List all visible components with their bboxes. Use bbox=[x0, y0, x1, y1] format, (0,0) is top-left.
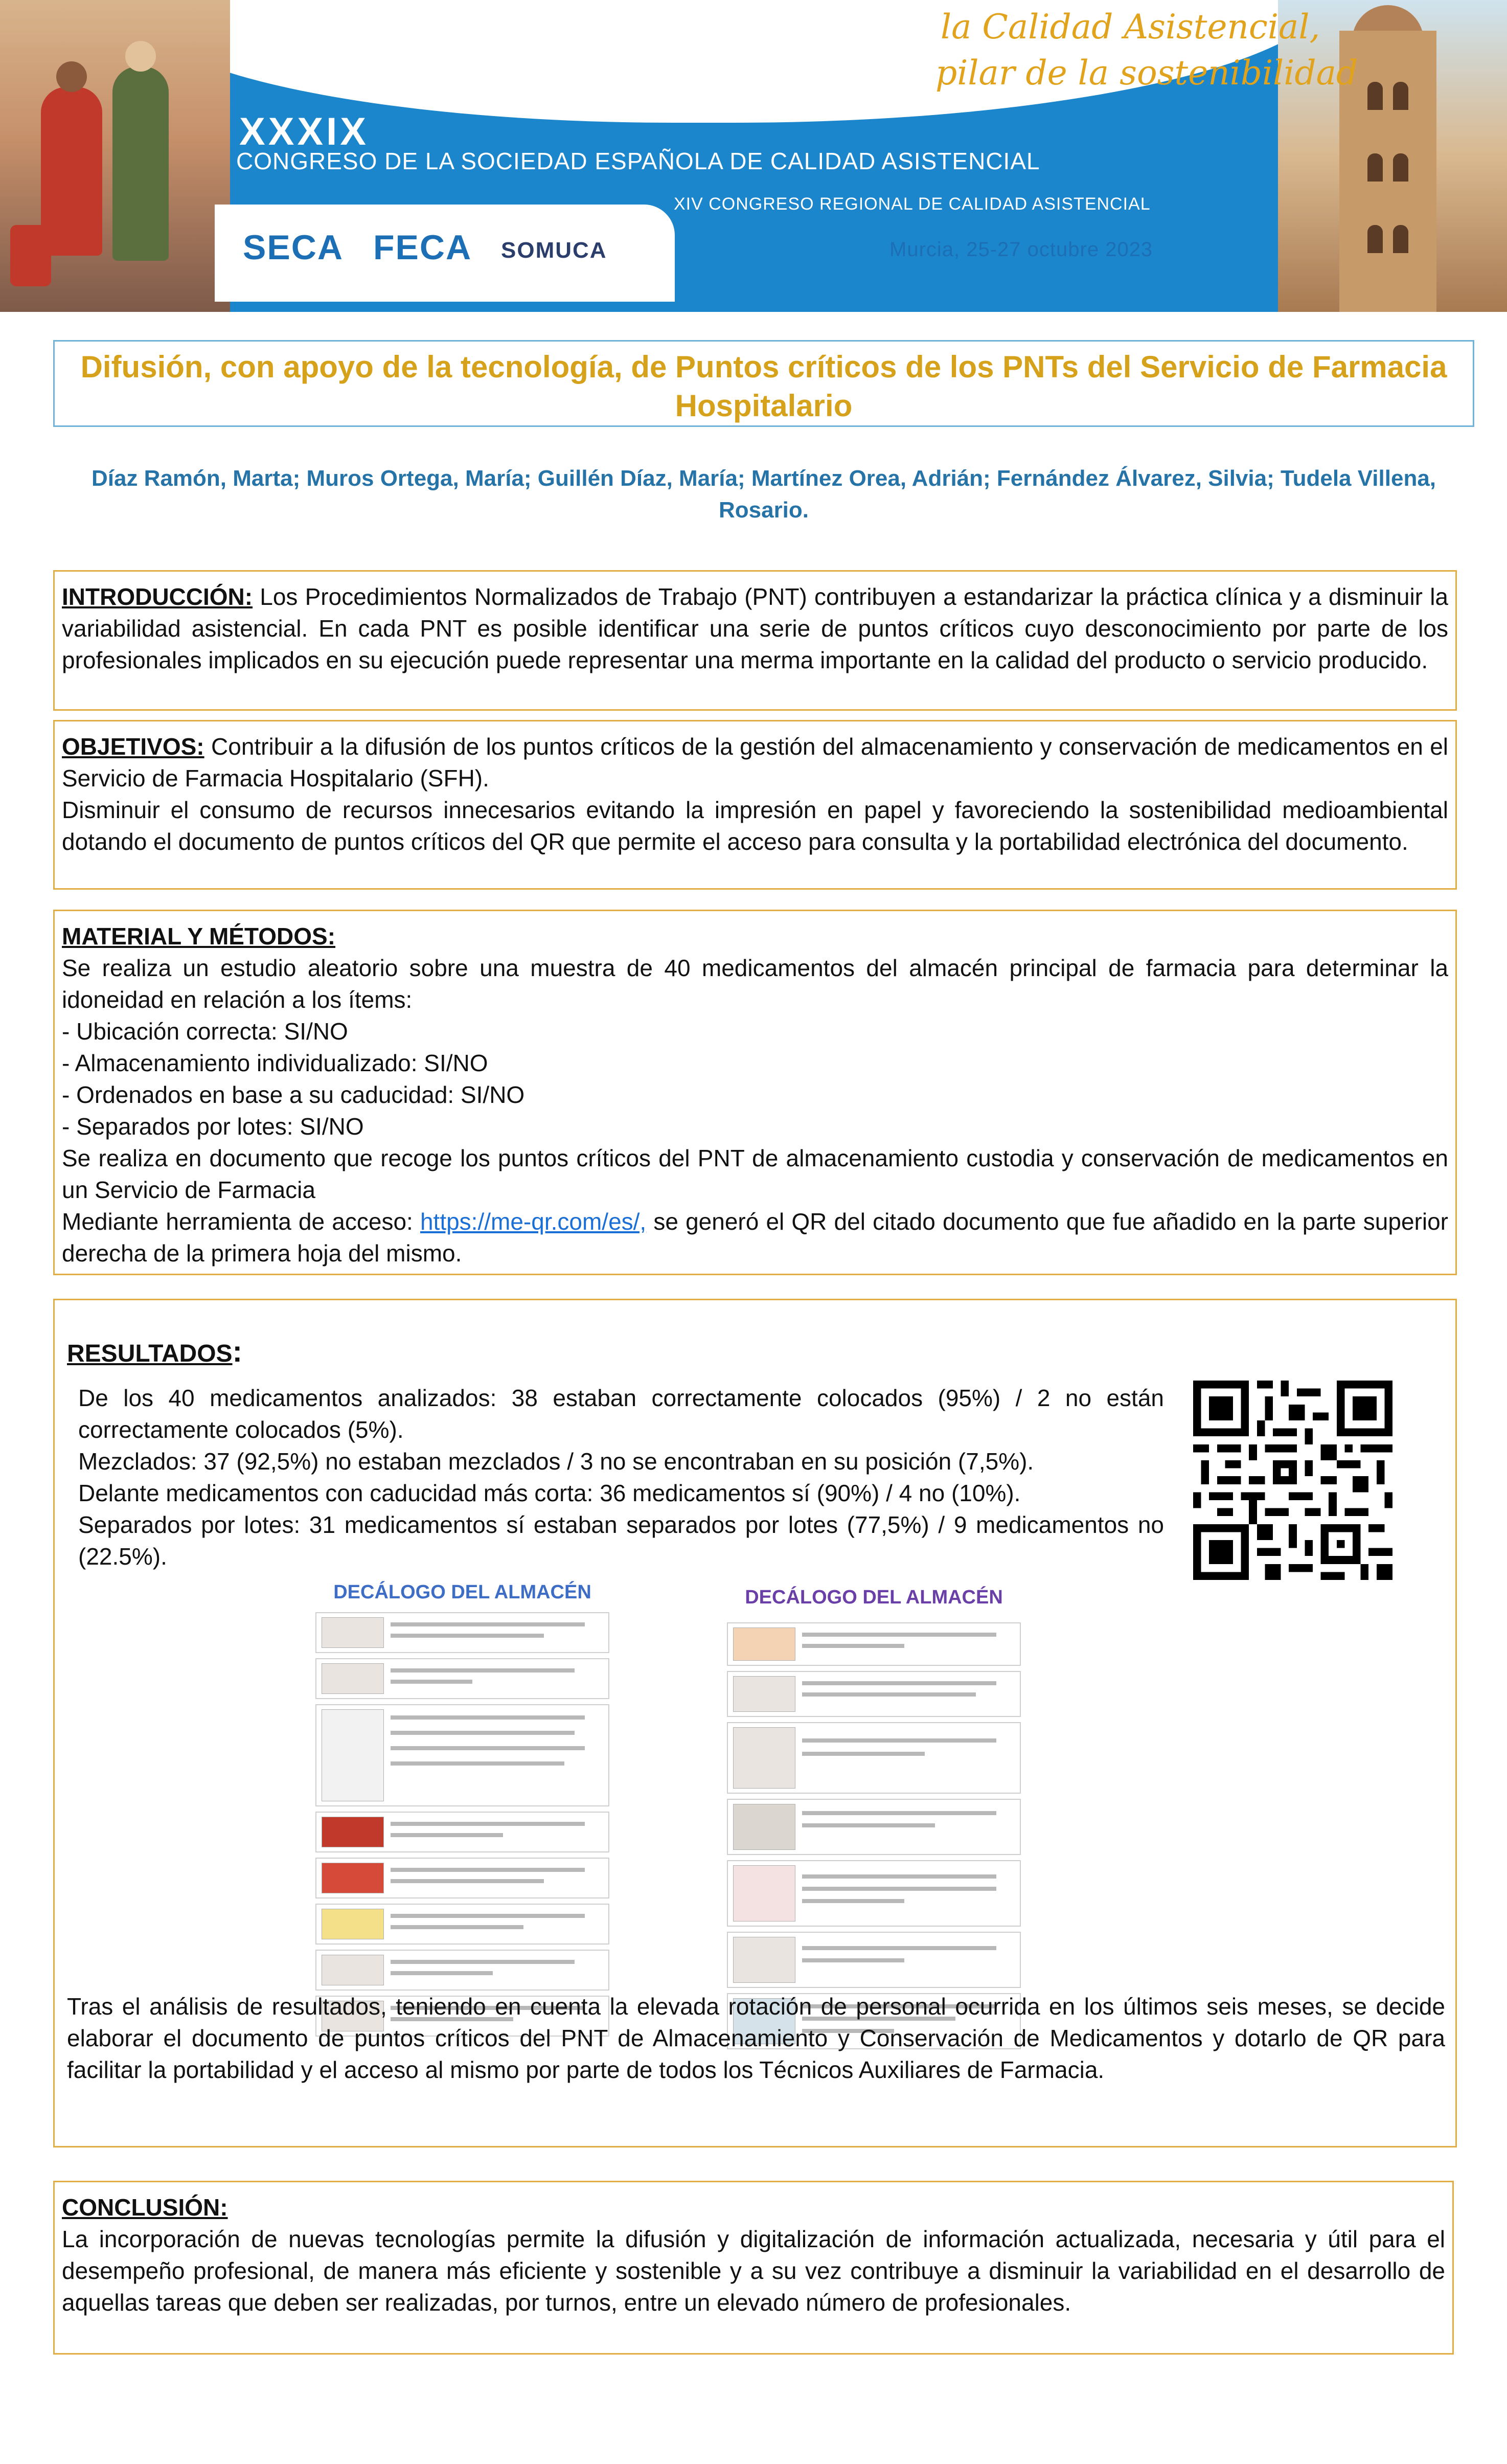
decalogo-item bbox=[315, 1858, 609, 1898]
item-thumb bbox=[733, 1676, 795, 1712]
suitcase-icon bbox=[10, 225, 51, 286]
methods-tool-prefix: Mediante herramienta de acceso: bbox=[62, 1208, 420, 1235]
item-text-line bbox=[391, 1761, 564, 1766]
decalogo-item bbox=[727, 1799, 1021, 1855]
congress-subtitle: XIV CONGRESO REGIONAL DE CALIDAD ASISTENCIAL bbox=[674, 194, 1151, 214]
item-text-line bbox=[802, 1633, 996, 1637]
item-thumb bbox=[322, 1909, 384, 1939]
item-text-line bbox=[391, 1634, 544, 1638]
methods-intro: Se realiza un estudio aleatorio sobre una muestra de 40 medicamentos del almacén principal de farmacia para determinar la idoneidad en relación a los ítems: bbox=[62, 955, 1448, 1013]
window-icon bbox=[1367, 82, 1383, 110]
item-text-line bbox=[802, 1738, 996, 1743]
item-thumb bbox=[733, 1627, 795, 1661]
section-methods bbox=[53, 910, 1457, 1275]
item-thumb bbox=[733, 1727, 795, 1789]
results-heading: RESULTADOS bbox=[67, 1340, 233, 1367]
decalogo-item bbox=[315, 1704, 609, 1806]
results-heading-wrap bbox=[67, 1336, 242, 1370]
person-head bbox=[125, 41, 156, 72]
item-thumb bbox=[733, 1865, 795, 1922]
decalogo-item bbox=[315, 1658, 609, 1699]
conclusion-text: La incorporación de nuevas tecnologías permite la difusión y digitalización de información actualizada, necesaria y útil para el desempeño profesional, de manera más eficiente y sostenible y a su vez contribuye a disminuir la variabilidad en el desarrollo de aquellas tareas que deben ser realizadas, por turnos, entre un elevado número de profesionales. bbox=[62, 2226, 1445, 2316]
item-text-line bbox=[802, 1681, 996, 1685]
slogan-line1: la Calidad Asistencial, bbox=[941, 7, 1320, 47]
item-text-line bbox=[391, 1715, 585, 1720]
item-text-line bbox=[391, 1914, 585, 1918]
window-icon bbox=[1393, 82, 1408, 110]
decalogo-item bbox=[727, 1622, 1021, 1666]
introduction-text: Los Procedimientos Normalizados de Trabajo (PNT) contribuyen a estandarizar la práctica clínica y a disminuir la variabilidad asistencial. En cada PNT es posible identificar una serie de puntos críticos cuyo desconocimiento por parte de los profesionales implicados en su ejecución puede representar una merma importante en la calidad del producto o servicio producido. bbox=[62, 583, 1448, 673]
congress-title: CONGRESO DE LA SOCIEDAD ESPAÑOLA DE CALIDAD ASISTENCIAL bbox=[236, 148, 1040, 174]
section-objectives bbox=[53, 720, 1457, 890]
item-thumb bbox=[322, 1663, 384, 1694]
item-text-line bbox=[802, 1823, 935, 1827]
person-figure bbox=[112, 66, 169, 261]
item-text-line bbox=[391, 1971, 493, 1975]
city-date: Murcia, 25-27 octubre 2023 bbox=[889, 238, 1153, 261]
results-line: Mezclados: 37 (92,5%) no estaban mezclados / 3 no se encontraban en su posición (7,5%). bbox=[78, 1448, 1034, 1475]
results-line: Separados por lotes: 31 medicamentos sí estaban separados por lotes (77,5%) / 9 medicamentos no (22.5%). bbox=[78, 1511, 1164, 1570]
decalogo-item bbox=[727, 1671, 1021, 1717]
logo-seca: SECA bbox=[243, 228, 344, 267]
objectives-text-1: Contribuir a la difusión de los puntos críticos de la gestión del almacenamiento y conservación de medicamentos en el Servicio de Farmacia Hospitalario (SFH). bbox=[62, 733, 1448, 792]
item-text-line bbox=[802, 1874, 996, 1879]
item-text-line bbox=[802, 1644, 904, 1648]
objectives-text-2: Disminuir el consumo de recursos innecesarios evitando la impresión en papel y favoreciendo la sostenibilidad medioambiental dotando el documento de puntos críticos del QR que permite el acceso para consulta y la portabilidad electrónica del documento. bbox=[62, 797, 1448, 855]
methods-item: - Separados por lotes: SI/NO bbox=[62, 1113, 364, 1140]
item-thumb bbox=[322, 1709, 384, 1801]
item-text-line bbox=[391, 1960, 575, 1964]
introduction-heading: INTRODUCCIÓN: bbox=[62, 583, 253, 610]
decalogo-item bbox=[315, 1612, 609, 1653]
item-thumb bbox=[322, 1817, 384, 1847]
results-text bbox=[78, 1382, 1164, 1572]
decalogo-item bbox=[315, 1950, 609, 1991]
slogan-line2: pilar de la sostenibilidad bbox=[935, 53, 1358, 93]
item-thumb bbox=[733, 1804, 795, 1850]
congress-number: XXXIX bbox=[239, 110, 369, 153]
decalogo-page-1 bbox=[315, 1576, 609, 2251]
objectives-heading: OBJETIVOS: bbox=[62, 733, 204, 760]
item-text-line bbox=[802, 1752, 925, 1756]
item-text-line bbox=[391, 1622, 585, 1626]
decalogo-item bbox=[315, 1904, 609, 1945]
header-banner bbox=[0, 0, 1507, 312]
results-heading-colon: : bbox=[232, 1335, 242, 1368]
item-text-line bbox=[802, 1692, 976, 1697]
item-text-line bbox=[802, 1958, 904, 1962]
decalogo-item bbox=[315, 1812, 609, 1852]
results-line: Delante medicamentos con caducidad más corta: 36 medicamentos sí (90%) / 4 no (10%). bbox=[78, 1480, 1021, 1506]
methods-item: - Almacenamiento individualizado: SI/NO bbox=[62, 1050, 488, 1076]
conclusion-heading: CONCLUSIÓN: bbox=[62, 2194, 228, 2221]
window-icon bbox=[1367, 153, 1383, 182]
methods-item: - Ubicación correcta: SI/NO bbox=[62, 1018, 348, 1045]
decalogo-title: DECÁLOGO DEL ALMACÉN bbox=[745, 1587, 1003, 1608]
item-text-line bbox=[802, 1946, 996, 1950]
decalogo-item bbox=[727, 1860, 1021, 1927]
item-text-line bbox=[391, 1680, 472, 1684]
methods-item: - Ordenados en base a su caducidad: SI/NO bbox=[62, 1081, 525, 1108]
item-text-line bbox=[802, 1811, 996, 1815]
authors: Díaz Ramón, Marta; Muros Ortega, María; Guillén Díaz, María; Martínez Orea, Adrián; Fernández Álvarez, Silvia; Tudela Villena, Rosario. bbox=[91, 466, 1436, 523]
item-text-line bbox=[391, 1833, 503, 1837]
item-text-line bbox=[802, 1899, 904, 1903]
item-thumb bbox=[322, 1617, 384, 1648]
item-text-line bbox=[802, 1887, 996, 1891]
item-text-line bbox=[391, 1868, 585, 1872]
item-text-line bbox=[391, 1746, 585, 1750]
decalogo-title: DECÁLOGO DEL ALMACÉN bbox=[333, 1581, 591, 1603]
window-icon bbox=[1393, 225, 1408, 253]
section-introduction bbox=[53, 570, 1457, 711]
logo-somuca: SOMUCA bbox=[501, 238, 607, 263]
item-text-line bbox=[391, 1822, 585, 1826]
decalogo-page-2 bbox=[727, 1581, 1021, 2251]
item-thumb bbox=[733, 1937, 795, 1983]
results-line: De los 40 medicamentos analizados: 38 estaban correctamente colocados (95%) / 2 no están correctamente colocados (5%). bbox=[78, 1385, 1164, 1443]
title-box bbox=[53, 340, 1474, 427]
item-text-line bbox=[391, 1925, 523, 1929]
methods-tool-suffix: se generó el QR del citado documento que fue añadido en la parte superior derecha de la primera hoja del mismo. bbox=[62, 1208, 1448, 1267]
logos-panel bbox=[215, 205, 675, 302]
window-icon bbox=[1367, 225, 1383, 253]
methods-heading: MATERIAL Y MÉTODOS: bbox=[62, 923, 336, 950]
section-conclusion bbox=[53, 2181, 1454, 2355]
methods-document: Se realiza en documento que recoge los puntos críticos del PNT de almacenamiento custodia y conservación de medicamentos en un Servicio de Farmacia bbox=[62, 1145, 1448, 1203]
illustration-cathedral bbox=[1278, 0, 1507, 312]
item-text-line bbox=[391, 1879, 544, 1883]
decalogo-item bbox=[727, 1932, 1021, 1988]
illustration-travelers bbox=[0, 0, 230, 312]
item-text-line bbox=[391, 1731, 575, 1735]
item-text-line bbox=[391, 1668, 575, 1672]
qr-code-icon[interactable] bbox=[1193, 1381, 1392, 1580]
item-thumb bbox=[322, 1863, 384, 1893]
results-conclusion-text: Tras el análisis de resultados, teniendo en cuenta la elevada rotación de personal ocurrida en los últimos seis meses, se decide elaborar el documento de puntos críticos del PNT de Almacenamiento y Conservación de Medicamentos y dotarlo de QR para facilitar la portabilidad y el acceso al mismo por parte de todos los Técnicos Auxiliares de Farmacia. bbox=[67, 1993, 1445, 2083]
me-qr-link[interactable]: https://me-qr.com/es/, bbox=[420, 1208, 647, 1235]
window-icon bbox=[1393, 153, 1408, 182]
person-head bbox=[56, 61, 87, 92]
logo-feca: FECA bbox=[373, 228, 472, 267]
decalogo-item bbox=[727, 1722, 1021, 1794]
item-thumb bbox=[322, 1955, 384, 1985]
poster-title: Difusión, con apoyo de la tecnología, de Puntos críticos de los PNTs del Servicio de Farmacia Hospitalario bbox=[80, 350, 1447, 423]
